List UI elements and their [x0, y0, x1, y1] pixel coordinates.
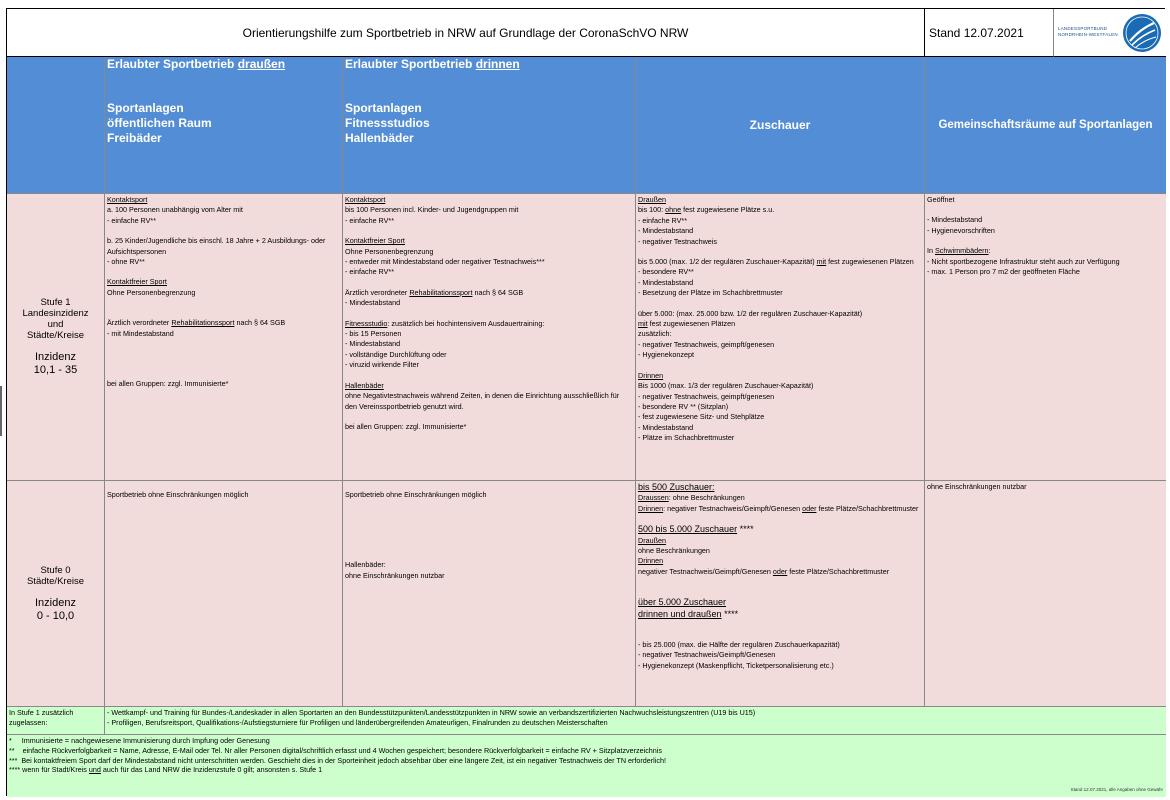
- hallenbaeder-text: ohne Einschränkungen nutzbar: [345, 570, 445, 580]
- swim-pre: In: [927, 246, 935, 256]
- mid-heading: 500 bis 5.000 Zuschauer: [638, 524, 738, 535]
- stufe0-drinnen-text: Sportbetrieb ohne Einschränkungen möglich: [345, 490, 487, 499]
- header-corner: [7, 57, 105, 194]
- stufe-sub: Landesinzidenz: [22, 308, 89, 319]
- kontaktsport-heading: Kontaktsport: [345, 195, 386, 204]
- stand-disclaimer: Stand 12.07.2021, alle Angaben ohne Gewähr: [1070, 787, 1163, 793]
- inzidenz-range: 0 - 10,0: [36, 609, 75, 622]
- ueber5000-pre: über 5.000: (max. 25.000 bzw. 1/2 der regulären Zuschauer-Kapazität): [638, 308, 863, 318]
- kontaktsport-b: b. 25 Kinder/Jugendliche bis einschl. 18 Jahre + 2 Ausbildungs- oder Aufsichtspersonen - ohne RV**: [107, 236, 326, 267]
- footnotes: [7, 735, 1166, 797]
- geoeffnet-text: Geöffnet: [927, 195, 955, 204]
- column-header-draussen: [105, 57, 343, 194]
- zusatz-line: - Wettkampf- und Training für Bundes-/Landeskader in allen Sportarten an den Bundesstützpunkten/Landesstützpunkten in NRW sowie an verbandszertifizierten Nachwuchsleistungszentren (U19 bis U15): [107, 708, 756, 717]
- mid-stars: ****: [737, 524, 754, 535]
- stufe0-label: [7, 481, 105, 707]
- bis500-draussen-text: : ohne Beschränkungen: [668, 493, 745, 503]
- column-header-zuschauer: Zuschauer: [636, 57, 925, 194]
- ueber5000-keyword: mit: [638, 319, 648, 329]
- logo-line-2: NORDRHEIN-WESTFALEN: [1058, 32, 1118, 37]
- header-prefix: Erlaubter Sportbetrieb: [107, 57, 238, 71]
- oder-keyword: oder: [802, 503, 817, 513]
- stufe0-zuschauer-cell: [636, 481, 925, 707]
- reha-post: nach § 64 SGB: [234, 318, 286, 328]
- column-header-drinnen: [343, 57, 636, 194]
- bis500-heading: bis 500 Zuschauer:: [638, 482, 715, 492]
- header-item: Fitnessstudios: [345, 116, 430, 130]
- inzidenz-label: [35, 597, 76, 623]
- drinnen-heading: Drinnen: [638, 370, 664, 380]
- header-item: öffentlichen Raum: [107, 116, 212, 130]
- bis100-list: - einfache RV** - Mindestabstand - negativer Testnachweis: [638, 215, 717, 246]
- page-title: Orientierungshilfe zum Sportbetrieb in NRW auf Grundlage der CoronaSchVO NRW: [7, 9, 925, 57]
- logo-text: [1058, 26, 1118, 38]
- stufe-sub: Städte/Kreise: [26, 330, 85, 341]
- bis100-keyword: ohne: [665, 205, 682, 215]
- ueber-list: - bis 25.000 (max. die Hälfte der regulären Zuschauerkapazität) - negativer Testnachweis/Geimpft/Genesen - Hygienekonzept (Maskenpflicht, Ticketpersonalisierung etc.): [638, 640, 840, 670]
- kontaktfrei-text: Ohne Personenbegrenzung: [107, 287, 196, 297]
- stufe-title: Stufe 0: [40, 564, 71, 576]
- hallenbaeder-label: Hallenbäder:: [345, 560, 386, 570]
- footnote: [9, 765, 1164, 775]
- ueber-heading-2: drinnen und draußen: [638, 608, 722, 619]
- header-prefix: Erlaubter Sportbetrieb: [345, 57, 476, 71]
- reha-post: nach § 64 SGB: [472, 287, 524, 297]
- header-keyword: draußen: [237, 57, 286, 71]
- stufe0-draussen-text: Sportbetrieb ohne Einschränkungen möglich: [107, 490, 249, 499]
- swim-list: - Nicht sportbezogene Infrastruktur steht auch zur Verfügung - max. 1 Person pro 7 m2 der geöffneten Fläche: [927, 256, 1120, 277]
- kontaktfrei-heading: Kontaktfreier Sport: [107, 277, 167, 287]
- header-item: Sportanlagen: [345, 101, 422, 115]
- stufe1-label: [7, 194, 105, 481]
- gemeinschaft-list: - Mindestabstand - Hygienevorschriften: [927, 215, 995, 235]
- bis5000-post: fest zugewiesenen Plätzen: [826, 257, 914, 267]
- inzidenz-label: [34, 351, 77, 377]
- mid-draussen-text: ohne Beschränkungen: [638, 546, 710, 556]
- logo-line-1: LANDESSPORTBUND: [1058, 26, 1108, 31]
- stufe0-gemeinschaft-text: ohne Einschränkungen nutzbar: [927, 482, 1027, 491]
- reha-pre: Ärztlich verordneter: [345, 287, 410, 297]
- ueber-stars: ****: [721, 608, 739, 619]
- zusatz-line: - Profiligen, Berufsreitsport, Qualifikations-/Aufstiegsturniere für Profiligen und länderübergreifenden Amateurligen, Finalrunden zu deutschen Meisterschaften: [107, 718, 608, 727]
- mid-drinnen-text: negativer Testnachweis/Geimpft/Genesen: [638, 566, 773, 576]
- drinnen-list: Bis 1000 (max. 1/3 der regulären Zuschauer-Kapazität) - negativer Testnachweis, geimpft/genesen - besondere RV ** (Sitzplan) - fest zugewiesene Sitz- und Stehplätze - Mindestabstand - Plätze im Schachbrettmuster: [638, 381, 814, 443]
- inzidenz-text: Inzidenz: [35, 351, 76, 363]
- column-header-gemeinschaftsraeume: Gemeinschaftsräume auf Sportanlagen: [925, 57, 1166, 194]
- landessportbund-logo: [1054, 9, 1166, 57]
- inzidenz-text: Inzidenz: [35, 596, 76, 609]
- fitnessstudio-heading: Fitnessstudio: [345, 318, 388, 328]
- stand-date: Stand 12.07.2021: [925, 9, 1054, 57]
- footnote-post: auch für das Land NRW die Inzidenzstufe 0 gilt; ansonsten s. Stufe 1: [100, 765, 323, 775]
- swim-keyword: Schwimmbädern: [935, 246, 989, 256]
- reha-keyword: Rehabilitationssport: [409, 287, 473, 297]
- header-item: Sportanlagen: [107, 101, 184, 115]
- stufe-title: Stufe 1: [40, 297, 71, 308]
- footnote: *** Bei kontaktfreiem Sport darf der Mindestabstand nicht unterschritten werden. Geschieht dies in der Sporteinheit jedoch absehbar über eine längere Zeit, ist ein negativer Testnachweis der TN erforderlich!: [9, 755, 666, 765]
- bis100-post: fest zugewiesene Plätze s.u.: [681, 205, 775, 215]
- ueber5000-list: zusätzlich: - negativer Testnachweis, geimpft/genesen - Hygienekonzept: [638, 329, 775, 360]
- kontaktsport-heading: Kontaktsport: [107, 195, 148, 204]
- hallenbaeder-heading: Hallenbäder: [345, 380, 384, 390]
- header-keyword: drinnen: [475, 57, 520, 71]
- inzidenz-range: 10,1 - 35: [33, 364, 78, 376]
- header-item: Hallenbäder: [345, 131, 414, 145]
- stufe1-drinnen-cell: [343, 194, 636, 481]
- ueber-heading-1: über 5.000 Zuschauer: [638, 597, 727, 608]
- kontaktsport-text: bis 100 Personen incl. Kinder- und Jugendgruppen mit - einfache RV**: [345, 205, 519, 225]
- draussen-heading: Draußen: [638, 195, 666, 204]
- reha-keyword: Rehabilitationssport: [171, 318, 235, 328]
- header-item: Freibäder: [107, 131, 162, 145]
- footnote-keyword: und: [88, 765, 101, 775]
- zusatz-label: In Stufe 1 zusätzlich zugelassen:: [7, 707, 105, 735]
- fitnessstudio-intro: : zusätzlich bei hochintensivem Ausdauertraining:: [387, 318, 545, 328]
- zusatz-content: [105, 707, 1166, 735]
- stufe1-gemeinschaft-cell: [925, 194, 1166, 481]
- bis500-drinnen-post: feste Plätze/Schachbrettmuster: [816, 503, 919, 513]
- side-marker: [0, 386, 2, 436]
- bis500-drinnen-text: : negativer Testnachweis/Geimpft/Genesen: [663, 503, 803, 513]
- hallenbaeder-text: ohne Negativtestnachweis während Zeiten, in denen die Einrichtung ausschließlich für den Vereinssportbetrieb genutzt wird.: [345, 391, 620, 411]
- bis500-drinnen-keyword: Drinnen: [638, 503, 664, 513]
- guidance-table: [6, 8, 1165, 796]
- immunisierte-note: bei allen Gruppen: zzgl. Immunisierte*: [345, 421, 467, 431]
- stufe1-zuschauer-cell: [636, 194, 925, 481]
- bis100-pre: bis 100:: [638, 205, 666, 215]
- bis500-draussen-keyword: Draussen: [638, 493, 669, 503]
- kontaktsport-a: a. 100 Personen unabhängig vom Alter mit - einfache RV**: [107, 205, 243, 225]
- oder-keyword: oder: [772, 566, 788, 576]
- bis5000-keyword: mit: [816, 257, 827, 267]
- reha-sub: - Mindestabstand: [345, 298, 401, 308]
- reha-pre: Ärztlich verordneter: [107, 318, 172, 328]
- footnote: * Immunisierte = nachgewiesene Immunisierung durch Impfung oder Genesung: [9, 736, 270, 745]
- immunisierte-note: bei allen Gruppen: zzgl. Immunisierte*: [107, 379, 229, 389]
- stufe-sub: Städte/Kreise: [26, 575, 85, 587]
- stufe0-gemeinschaft-cell: [925, 481, 1166, 707]
- bis5000-list: - besondere RV** - Mindestabstand - Besetzung der Plätze im Schachbrettmuster: [638, 267, 783, 298]
- footnote-pre: **** wenn für Stadt/Kreis: [9, 765, 89, 775]
- swim-post: :: [988, 246, 991, 256]
- kontaktfrei-text: Ohne Personenbegrenzung - entweder mit Mindestabstand oder negativer Testnachweis*** - einfache RV**: [345, 246, 545, 277]
- stufe0-draussen-cell: [105, 481, 343, 707]
- reha-sub: - mit Mindestabstand: [107, 328, 174, 338]
- mid-draussen-heading: Draußen: [638, 535, 666, 545]
- footnote: ** einfache Rückverfolgbarkeit = Name, Adresse, E-Mail oder Tel. Nr aller Personen digital/schriftlich erfasst und 4 Wochen gespeichert; besondere Rückverfolgbarkeit = einfache RV + Sitzplatzverzeichnis: [9, 745, 662, 755]
- kontaktfrei-heading: Kontaktfreier Sport: [345, 236, 405, 246]
- stufe1-draussen-cell: [105, 194, 343, 481]
- bis5000-pre: bis 5.000 (max. 1/2 der regulären Zuschauer-Kapazität): [638, 257, 817, 267]
- stufe0-drinnen-cell: [343, 481, 636, 707]
- stufe-sub: und: [47, 319, 64, 330]
- logo-emblem-icon: [1122, 13, 1162, 53]
- ueber5000-post: fest zugewiesenen Plätzen: [647, 319, 736, 329]
- mid-drinnen-heading: Drinnen: [638, 556, 664, 566]
- fitnessstudio-list: - bis 15 Personen - Mindestabstand - vollständige Durchlüftung oder - viruzid wirkende Filter: [345, 329, 447, 370]
- mid-drinnen-post: feste Plätze/Schachbrettmuster: [787, 566, 890, 576]
